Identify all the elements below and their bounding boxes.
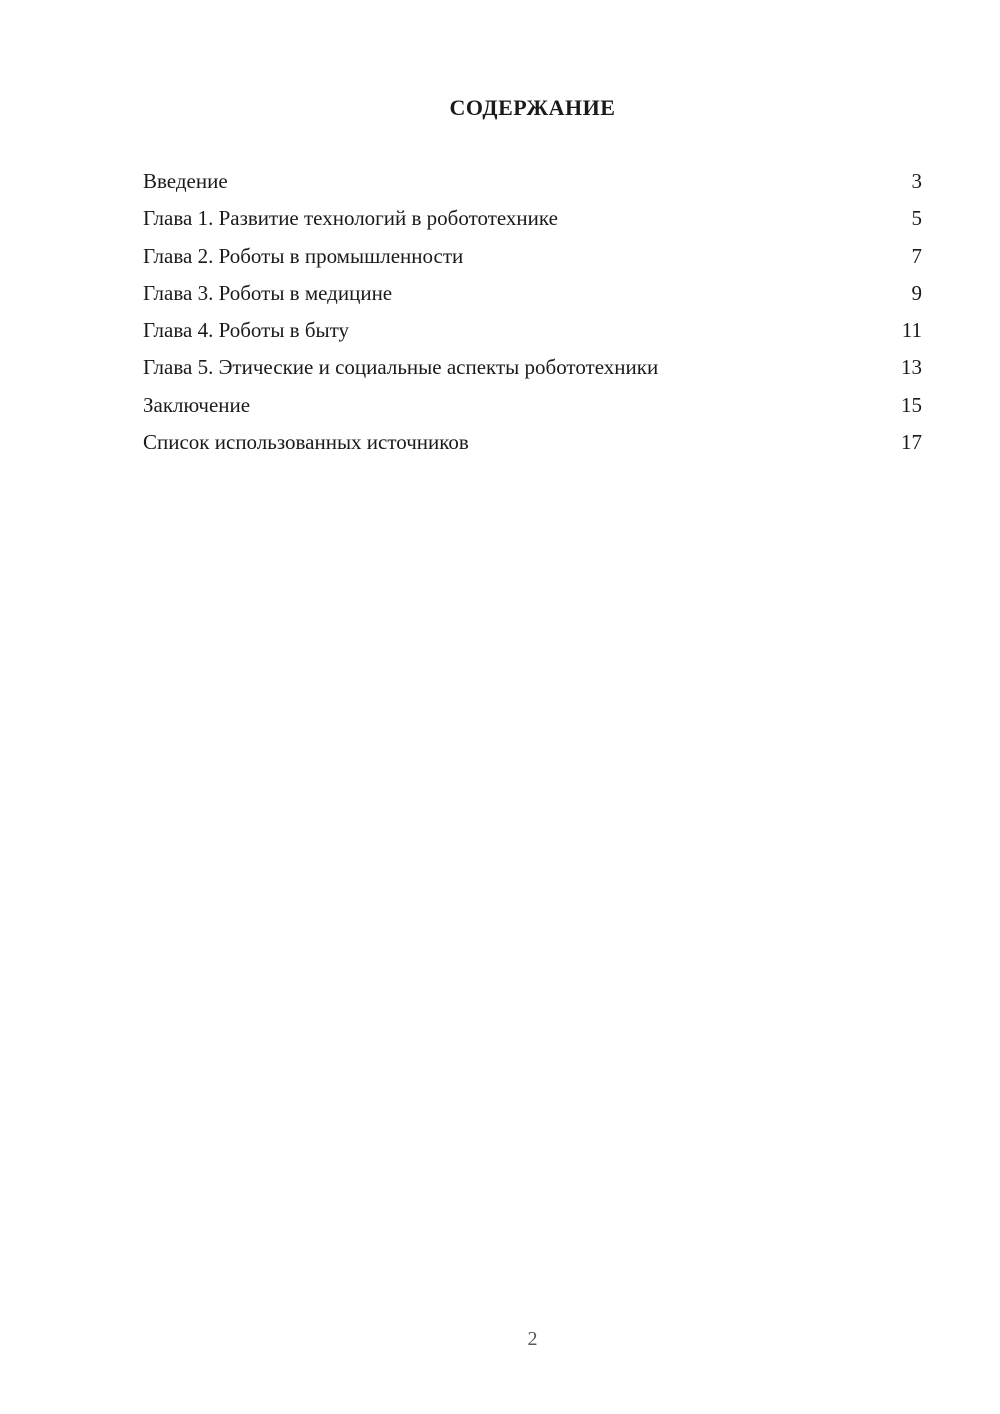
toc-entry bbox=[143, 275, 922, 312]
toc-entry-label: Глава 4. Роботы в быту bbox=[143, 318, 350, 343]
toc-entry-page: 9 bbox=[911, 280, 922, 305]
toc-entry-label: Заключение bbox=[143, 392, 251, 417]
toc-entry bbox=[143, 200, 922, 237]
toc-entry-label: Глава 3. Роботы в медицине bbox=[143, 280, 393, 305]
page-title: СОДЕРЖАНИЕ bbox=[449, 95, 616, 120]
toc-entry-page: 3 bbox=[911, 169, 922, 193]
toc-entry bbox=[143, 238, 922, 275]
toc-entry bbox=[143, 163, 922, 200]
toc-entry-label: Список использованных источников bbox=[143, 430, 469, 455]
toc-entry-page: 5 bbox=[911, 206, 922, 231]
toc-entry-page: 11 bbox=[901, 318, 922, 343]
toc-entry-label: Глава 2. Роботы в промышленности bbox=[143, 243, 464, 268]
table-of-contents bbox=[143, 163, 922, 461]
toc-entry-label: Введение bbox=[143, 169, 228, 193]
toc-entry-page: 15 bbox=[901, 392, 922, 417]
toc-entry-label: Глава 1. Развитие технологий в робототехнике bbox=[143, 206, 558, 231]
toc-entry bbox=[143, 387, 922, 424]
toc-entry bbox=[143, 312, 922, 349]
toc-entry bbox=[143, 424, 922, 461]
toc-entry-page: 13 bbox=[901, 355, 922, 380]
page-number: 2 bbox=[527, 1328, 538, 1350]
page-content bbox=[143, 95, 922, 461]
toc-entry bbox=[143, 349, 922, 386]
toc-entry-page: 7 bbox=[911, 243, 922, 268]
toc-entry-label: Глава 5. Этические и социальные аспекты робототехники bbox=[143, 355, 659, 380]
toc-entry-page: 17 bbox=[901, 430, 922, 455]
